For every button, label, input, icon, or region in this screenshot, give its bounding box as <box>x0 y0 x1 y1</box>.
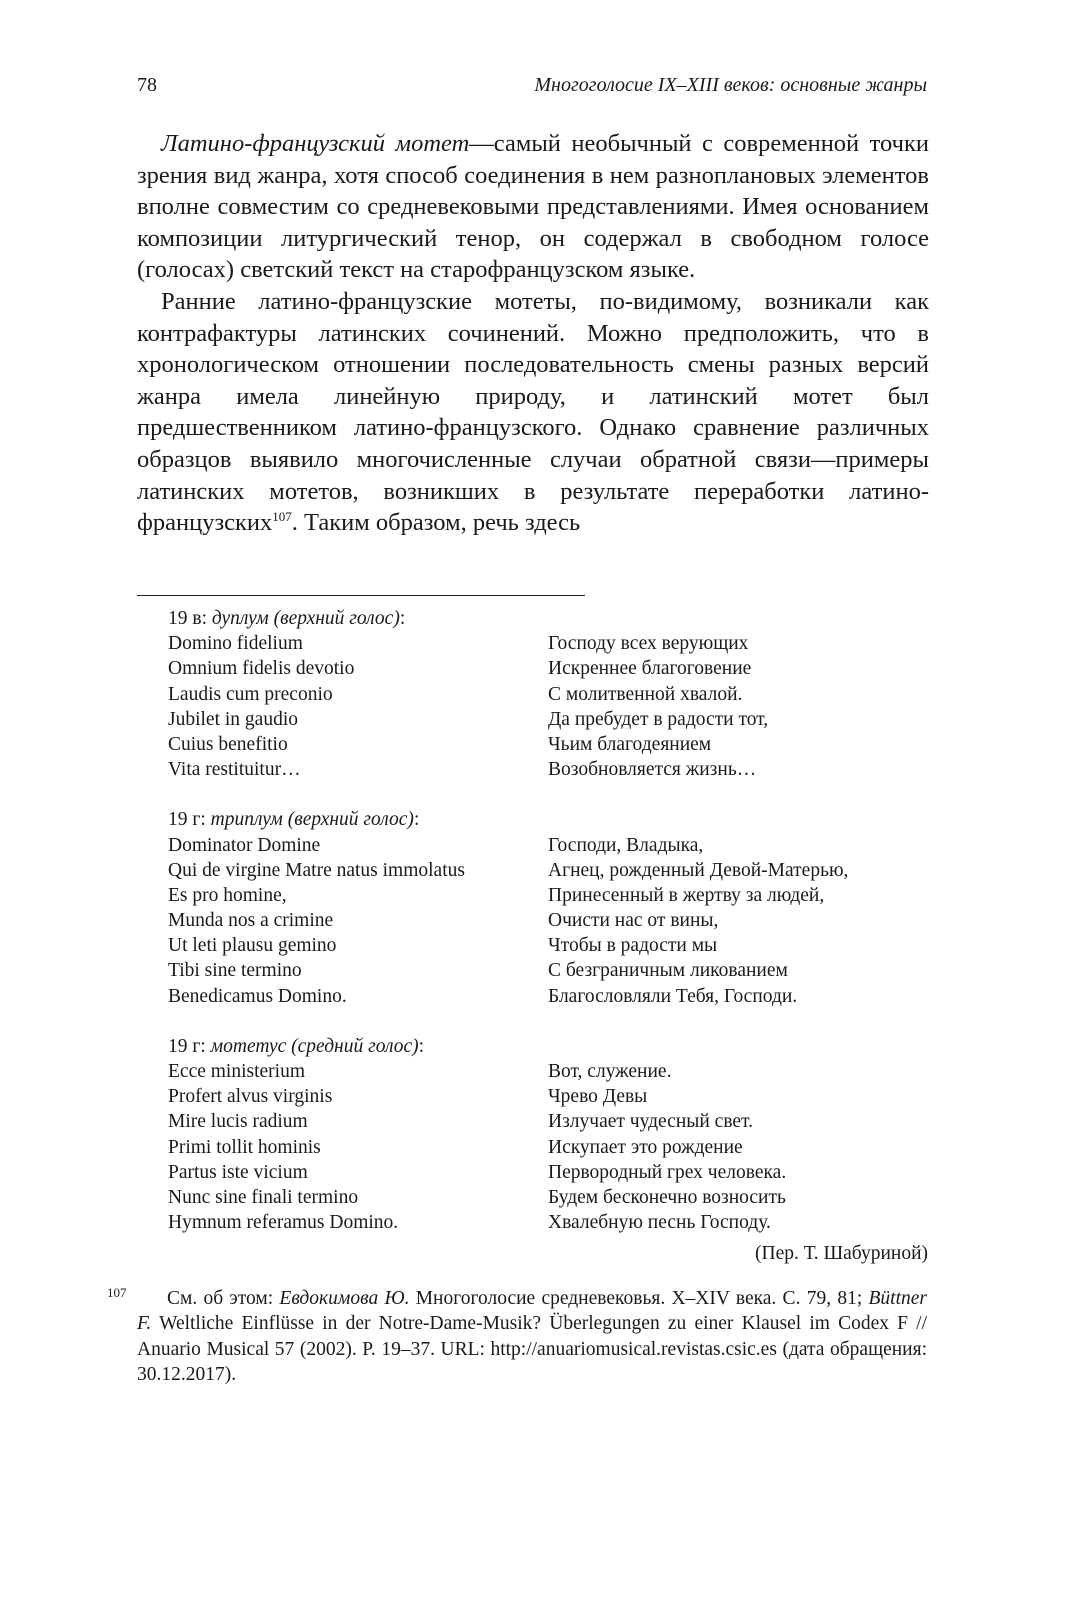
latin-verse-line: Primi tollit hominis <box>168 1136 321 1158</box>
latin-verse-line: Partus iste vicium <box>168 1161 308 1183</box>
russian-translation-column <box>548 631 928 782</box>
russian-verse-line: Возобновляется жизнь… <box>548 759 757 781</box>
latin-verse-line: Benedicamus Domino. <box>168 985 347 1007</box>
russian-verse-line: Господи, Владыка, <box>548 834 704 856</box>
latin-verse-line: Es pro homine, <box>168 884 287 906</box>
russian-verse-line: Хвалебную песнь Господу. <box>548 1212 771 1234</box>
verse-block-gap <box>168 1009 928 1034</box>
running-head-title: Многоголосие IX–XIII веков: основные жанры <box>534 74 927 96</box>
verse-block <box>168 606 928 782</box>
latin-verse-line: Profert alvus virginis <box>168 1086 333 1108</box>
paragraph-2-text: Ранние латино-французские мотеты, по-видимому, возникали как контрафактуры латинских сочинений. Можно предположить, что в хронологическом отношении последовательность смены разных версий жанра имела линейную природу, и латинский мотет был предшественником латино-французского. Однако сравнение различных образцов выявило многочисленные случаи обратной связи—примеры латинских мотетов, возникших в результате переработки латино-французских <box>137 287 929 537</box>
latin-verse-line: Tibi sine termino <box>168 960 302 982</box>
verse-translations <box>168 606 928 1271</box>
paragraph-2-tail: . Таким образом, речь здесь <box>291 509 581 537</box>
russian-verse-line: Чрево Девы <box>548 1086 648 1108</box>
latin-verse-line: Qui de virgine Matre natus immolatus <box>168 859 465 881</box>
russian-verse-line: Агнец, рожденный Девой-Матерью, <box>548 859 849 881</box>
russian-verse-line: Искреннее благоговение <box>548 658 752 680</box>
latin-verse-column <box>168 1059 548 1235</box>
paragraph-2 <box>137 286 929 539</box>
russian-verse-line: Благословляли Тебя, Господи. <box>548 985 798 1007</box>
latin-verse-line: Dominator Domine <box>168 834 321 856</box>
russian-verse-line: Излучает чудесный свет. <box>548 1111 754 1133</box>
verse-block-label: 19 в: дуплум (верхний голос): <box>168 608 406 629</box>
latin-verse-line: Domino fidelium <box>168 633 303 655</box>
footnote-number: 107 <box>107 1285 127 1300</box>
latin-verse-line: Munda nos a crimine <box>168 910 334 932</box>
page-number: 78 <box>137 74 157 96</box>
latin-verse-line: Ecce ministerium <box>168 1061 305 1082</box>
main-text <box>137 128 929 539</box>
russian-verse-line: Искупает это рождение <box>548 1136 743 1158</box>
footnote-author-2: Büttner F. <box>137 1288 927 1335</box>
latin-verse-line: Cuius benefitio <box>168 733 288 755</box>
russian-verse-line: Первородный грех человека. <box>548 1161 787 1183</box>
russian-translation-column <box>548 833 928 1009</box>
russian-verse-line: Господу всех верующих <box>548 633 749 655</box>
russian-verse-line: Чтобы в радости мы <box>548 935 718 957</box>
russian-verse-line: Вот, служение. <box>548 1061 672 1082</box>
russian-translation-column <box>548 1059 928 1235</box>
latin-verse-line: Mire lucis radium <box>168 1111 308 1133</box>
footnote-author-1: Евдокимова Ю. <box>279 1288 410 1309</box>
russian-verse-line: Принесенный в жертву за людей, <box>548 884 825 906</box>
latin-verse-line: Ut leti plausu gemino <box>168 935 337 957</box>
russian-verse-line: С безграничным ликованием <box>548 960 788 982</box>
russian-verse-line: С молитвенной хвалой. <box>548 683 743 705</box>
footnote-divider <box>137 595 585 596</box>
translator-credit: (Пер. Т. Шабуриной) <box>755 1243 928 1265</box>
latin-verse-line: Nunc sine finali termino <box>168 1186 359 1208</box>
verse-block <box>168 1034 928 1236</box>
paragraph-1 <box>137 128 929 286</box>
verse-block <box>168 807 928 1009</box>
russian-verse-line: Чьим благодеянием <box>548 733 712 755</box>
latin-verse-line: Omnium fidelis devotio <box>168 658 355 680</box>
latin-verse-line: Hymnum referamus Domino. <box>168 1212 399 1234</box>
footnote-107: 107 См. об этом: Евдокимова Ю. Многоголосие средневековья. X–XIV века. С. 79, 81; Büttner F. Weltliche Einflüsse in der Notre-Dame-Musik? Überlegungen zu einer Klausel im Codex F // Anuario Musical 57 (2002). P. 19–37. URL: http://anuariomusical.revistas.csic.es (дата обращения: 30.12.2017). <box>137 1286 927 1388</box>
verse-block-gap <box>168 782 928 807</box>
russian-verse-line: Будем бесконечно возносить <box>548 1186 786 1208</box>
russian-verse-line: Да пребудет в радости тот, <box>548 708 769 730</box>
verse-block-label: 19 г: триплум (верхний голос): <box>168 809 420 831</box>
running-head <box>137 74 927 104</box>
footnote-reference[interactable]: 107 <box>272 508 292 524</box>
verse-block-label: 19 г: мотетус (средний голос): <box>168 1035 425 1057</box>
paragraph-1-text: —самый необычный с современной точки зрения вид жанра, хотя способ соединения в нем разноплановых элементов вполне совместим со средневековыми представлениями. Имея основанием композиции литургический тенор, он содержал в свободном голосе (голосах) светский текст на старофранцузском языке. <box>137 130 929 284</box>
russian-verse-line: Очисти нас от вины, <box>548 910 719 932</box>
latin-verse-line: Jubilet in gaudio <box>168 708 298 730</box>
latin-verse-line: Laudis cum preconio <box>168 683 333 705</box>
latin-verse-line: Vita restituitur… <box>168 759 301 781</box>
term-latin-french-motet: Латино-французский мотет <box>161 130 470 157</box>
latin-verse-column <box>168 631 548 782</box>
latin-verse-column <box>168 833 548 1009</box>
